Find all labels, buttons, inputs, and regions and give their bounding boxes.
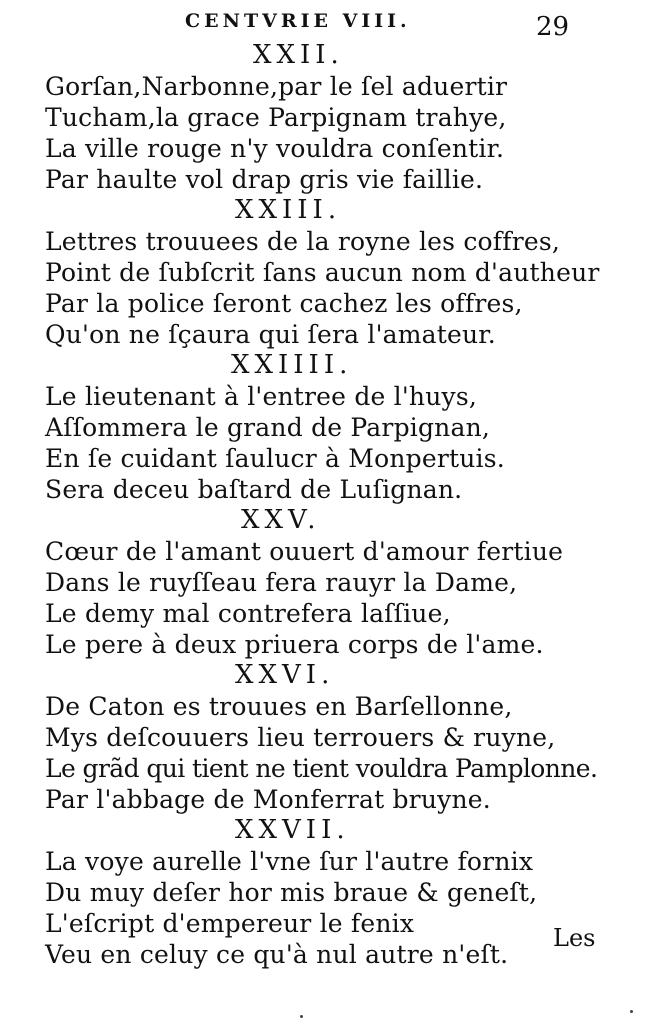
verse-line: Le demy mal contrefera laſſiue, (45, 599, 451, 628)
verse-line: Par la police ſeront cachez les offres, (45, 289, 523, 318)
quatrain (45, 350, 635, 505)
verse-line: Dans le ruyſſeau fera rauyr la Dame, (45, 568, 518, 597)
verse-line: Qu'on ne ſçaura qui ſera l'amateur. (45, 320, 496, 349)
verse-line: Le pere à deux priuera corps de l'ame. (45, 630, 544, 659)
quatrain-numeral: XXIIII. (231, 350, 353, 380)
print-speck (300, 1015, 303, 1018)
quatrain (45, 40, 635, 195)
verse-line: Le lieutenant à l'entree de l'huys, (45, 382, 478, 411)
quatrain-numeral: XXVI. (235, 660, 335, 690)
verse-line: Lettres trouuees de la royne les coffres, (45, 227, 561, 256)
verse-line: En ſe cuidant ſaulucr à Monpertuis. (45, 444, 505, 473)
quatrain-list (45, 40, 635, 970)
print-speck (630, 1010, 633, 1013)
verse-line: Point de ſubſcrit ſans aucun nom d'autheur (45, 258, 600, 287)
quatrain (45, 505, 635, 660)
verse-line: Cœur de l'amant ouuert d'amour fertiue (45, 537, 564, 566)
verse-line: De Caton es trouues en Barſellonne, (45, 692, 513, 721)
verse-line: Par l'abbage de Monferrat bruyne. (45, 785, 491, 814)
quatrain (45, 660, 635, 815)
verse-line: Tucham,la grace Parpignam trahye, (45, 103, 507, 132)
quatrain-numeral: XXII. (253, 40, 344, 70)
catchword: Les (553, 924, 596, 952)
verse-line: Gorſan,Narbonne,par le ſel aduertir (45, 72, 508, 101)
running-head: CENTVRIE VIII. (185, 10, 411, 32)
verse-line: Sera deceu baſtard de Luſignan. (45, 475, 463, 504)
quatrain-numeral: XXIII. (235, 195, 342, 225)
verse-line: Aſſommera le grand de Parpignan, (45, 413, 491, 442)
quatrain-numeral: XXV. (241, 505, 321, 535)
verse-line: Le grãd qui tient ne tient vouldra Pamplonne. (45, 754, 598, 783)
verse-line: Veu en celuy ce qu'à nul autre n'eſt. (45, 940, 509, 969)
verse-line: L'eſcript d'empereur le fenix (45, 909, 415, 938)
verse-line: Mys deſcouuers lieu terrouers & ruyne, (45, 723, 556, 752)
quatrain (45, 195, 635, 350)
verse-line: La ville rouge n'y vouldra conſentir. (45, 134, 505, 163)
verse-line: La voye aurelle l'vne ſur l'autre fornix (45, 847, 534, 876)
quatrain-numeral: XXVII. (235, 815, 350, 845)
page-number: 29 (536, 12, 570, 42)
quatrain (45, 815, 635, 970)
verse-line: Du muy deſer hor mis braue & geneſt, (45, 878, 538, 907)
verse-line: Par haulte vol drap gris vie faillie. (45, 165, 484, 194)
